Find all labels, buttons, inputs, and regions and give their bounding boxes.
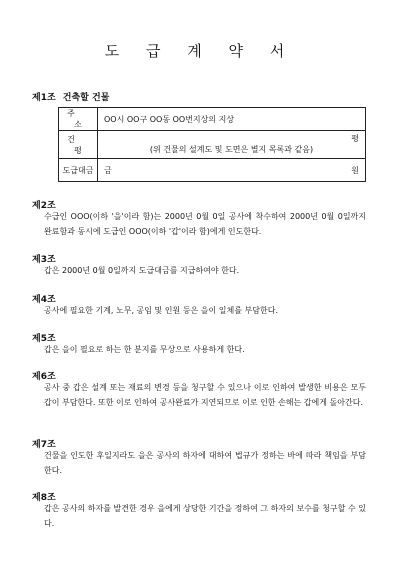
- price-unit: 원: [351, 165, 359, 175]
- area-cell: [98, 131, 366, 159]
- article-6-heading: 제6조: [32, 372, 56, 382]
- price-label: 도급대금: [59, 159, 98, 182]
- location-value: OO시 OO구 OO동 OO번지상의 지상: [98, 108, 366, 131]
- article-4-body: 공사에 필요한 기계, 노무, 공임 및 인원 등은 을이 일체를 부담한다.: [44, 306, 278, 315]
- building-table: [58, 107, 366, 182]
- article-2-body: 수급인 OOO(이하 '을'이라 함)는 2000년 0월 0일 공사에 착수하여 2000년 0월 0일까지 완료함과 동시에 도급인 OOO(이하 '갑'이라 함)에게 인도한다.: [44, 212, 366, 236]
- location-label: 주 소: [59, 108, 98, 131]
- article-1-heading: [32, 90, 109, 103]
- area-label: 건 평: [59, 131, 98, 159]
- article-7-heading: 제7조: [32, 440, 56, 450]
- article-4-heading: 제4조: [32, 295, 56, 305]
- article-3-body: 갑은 2000년 0월 0일까지 도급대금를 지급하여야 한다.: [44, 266, 240, 275]
- area-note: (위 건물의 설계도 및 도면은 별지 목록과 같음): [149, 145, 314, 154]
- article-7-body: 건물을 인도한 후일지라도 을은 공사의 하자에 대하여 법규가 정하는 바에 따라 책임을 부담한다.: [44, 451, 366, 475]
- article-3-heading: 제3조: [32, 255, 56, 265]
- article-5-body: 갑은 을이 필요로 하는 한 분지를 무상으로 사용하게 한다.: [44, 345, 245, 354]
- price-cell: [98, 159, 366, 182]
- article-subtitle: 건축할 건물: [62, 93, 110, 103]
- article-8-heading: 제8조: [32, 493, 56, 503]
- article-number: 제1조: [32, 93, 56, 103]
- article-8-body: 갑은 공사의 하자를 발견한 경우 을에게 상당한 기간을 정하여 그 하자의 보수를 청구할 수 있다.: [44, 504, 366, 528]
- area-unit: 평: [351, 134, 359, 143]
- article-5-heading: 제5조: [32, 334, 56, 344]
- page-title: 도 급 계 약 서: [104, 42, 296, 60]
- article-6-body: 공사 중 갑은 설계 또는 재료의 변경 등을 청구할 수 있으나 이로 인하여 발생한 비용은 모두 갑이 부담한다. 또한 이로 인하여 공사완료가 지연되므로 이로 인한 손해는 갑에게 돌아간다.: [44, 383, 366, 407]
- article-2-heading: 제2조: [32, 201, 56, 211]
- price-prefix: 금: [104, 165, 112, 175]
